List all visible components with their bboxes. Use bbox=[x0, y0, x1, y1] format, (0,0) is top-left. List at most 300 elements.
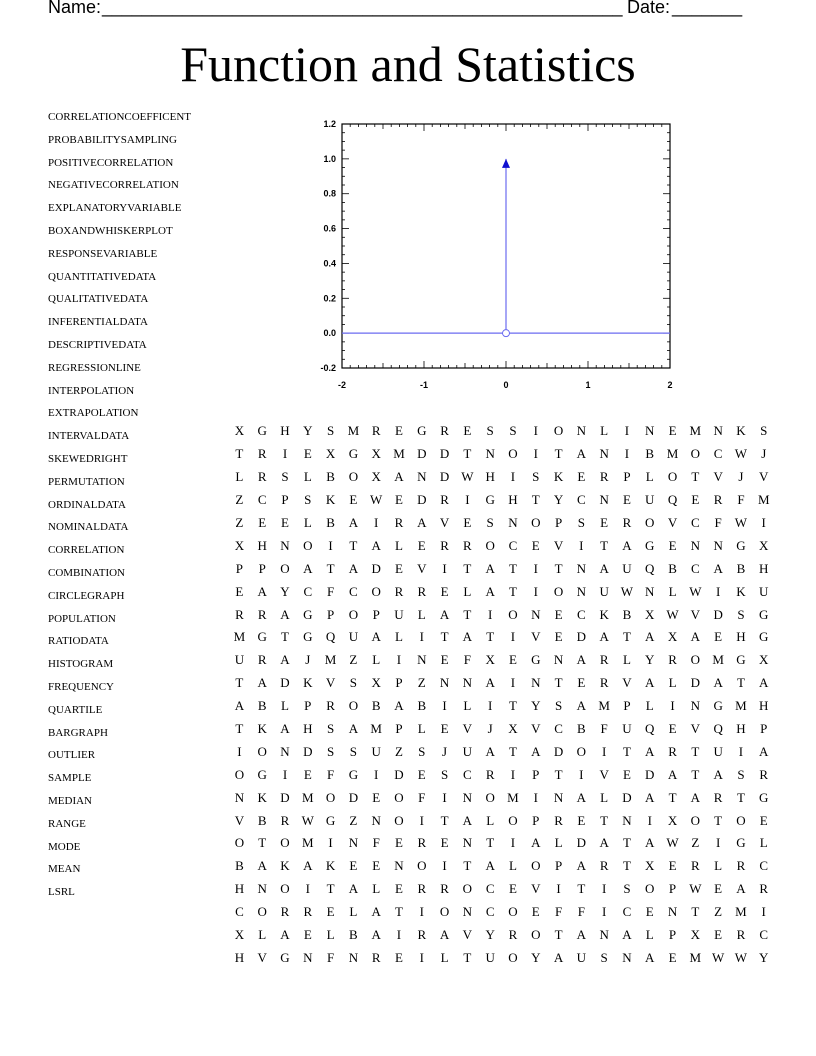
word-list-item: INTERVALDATA bbox=[48, 430, 130, 443]
grid-letter: H bbox=[508, 492, 518, 508]
grid-letter: V bbox=[553, 537, 564, 553]
grid-letter: N bbox=[576, 423, 587, 439]
grid-letter: O bbox=[485, 789, 495, 805]
grid-letter: Y bbox=[531, 698, 541, 714]
grid-letter: O bbox=[394, 789, 404, 805]
word-list bbox=[48, 109, 228, 907]
grid-letter: Z bbox=[417, 675, 426, 691]
grid-letter: N bbox=[234, 789, 245, 805]
grid-letter: I bbox=[601, 904, 607, 920]
grid-letter: G bbox=[713, 698, 723, 714]
grid-letter: C bbox=[508, 537, 518, 553]
grid-row bbox=[228, 695, 776, 718]
grid-letter: G bbox=[485, 492, 495, 508]
grid-letter: E bbox=[395, 423, 403, 439]
grid-letter: D bbox=[394, 766, 404, 782]
grid-letter: X bbox=[234, 423, 245, 439]
grid-letter: D bbox=[303, 743, 313, 759]
word-list-item: QUARTILE bbox=[48, 703, 103, 716]
grid-letter: P bbox=[668, 927, 677, 943]
grid-row bbox=[228, 420, 776, 443]
grid-letter: L bbox=[645, 469, 654, 485]
grid-letter: C bbox=[691, 515, 700, 530]
grid-letter: U bbox=[622, 721, 632, 737]
word-search-grid bbox=[228, 420, 776, 969]
grid-letter: N bbox=[394, 858, 404, 874]
grid-letter: A bbox=[485, 743, 495, 759]
grid-letter: H bbox=[485, 469, 495, 485]
grid-letter: U bbox=[622, 560, 632, 576]
y-tick-label: 1.0 bbox=[323, 153, 336, 164]
grid-letter: G bbox=[736, 537, 746, 553]
word-list-item: CIRCLEGRAPH bbox=[48, 589, 125, 602]
grid-letter: P bbox=[395, 721, 403, 737]
grid-letter: A bbox=[531, 835, 541, 851]
grid-letter: R bbox=[440, 423, 449, 439]
grid-letter: S bbox=[600, 949, 608, 965]
grid-letter: Z bbox=[714, 904, 723, 920]
grid-letter: A bbox=[439, 927, 450, 943]
grid-letter: B bbox=[622, 606, 632, 622]
grid-letter: N bbox=[531, 675, 541, 691]
grid-letter: E bbox=[645, 904, 654, 920]
grid-row bbox=[228, 603, 776, 626]
grid-letter: E bbox=[395, 560, 403, 576]
grid-letter: D bbox=[280, 675, 290, 691]
grid-letter: V bbox=[234, 812, 245, 828]
grid-letter: O bbox=[234, 835, 245, 851]
grid-letter: A bbox=[736, 881, 746, 897]
grid-letter: N bbox=[531, 606, 541, 622]
word-list-item: LSRL bbox=[48, 886, 75, 899]
grid-letter: V bbox=[439, 515, 450, 530]
grid-letter: T bbox=[508, 743, 517, 759]
grid-letter: D bbox=[553, 743, 564, 759]
grid-letter: I bbox=[556, 881, 561, 897]
grid-letter: X bbox=[234, 537, 245, 553]
worksheet-header bbox=[48, 0, 768, 21]
grid-letter: T bbox=[554, 927, 563, 943]
grid-letter: L bbox=[281, 698, 289, 714]
grid-letter: I bbox=[328, 835, 333, 851]
grid-letter: L bbox=[508, 858, 517, 874]
grid-letter: I bbox=[442, 858, 447, 874]
grid-letter: R bbox=[736, 927, 746, 943]
grid-letter: N bbox=[576, 583, 587, 599]
grid-letter: E bbox=[440, 583, 449, 599]
grid-letter: D bbox=[280, 789, 290, 805]
grid-letter: I bbox=[305, 881, 310, 897]
y-tick-label: 1.2 bbox=[323, 119, 336, 129]
grid-letter: T bbox=[691, 469, 700, 485]
grid-letter: O bbox=[508, 949, 518, 965]
grid-letter: L bbox=[440, 949, 449, 965]
grid-letter: O bbox=[280, 560, 290, 576]
grid-letter: T bbox=[554, 675, 563, 691]
grid-letter: D bbox=[576, 629, 587, 645]
grid-letter: O bbox=[417, 858, 427, 874]
grid-letter: C bbox=[463, 766, 472, 782]
grid-letter: U bbox=[394, 606, 404, 622]
grid-letter: T bbox=[508, 583, 517, 599]
grid-letter: G bbox=[417, 423, 427, 439]
grid-letter: D bbox=[417, 446, 427, 462]
grid-letter: N bbox=[348, 835, 359, 851]
grid-letter: H bbox=[759, 698, 769, 714]
grid-letter: E bbox=[691, 492, 700, 508]
grid-letter: G bbox=[303, 606, 313, 622]
grid-letter: X bbox=[508, 721, 518, 737]
grid-letter: N bbox=[462, 675, 473, 691]
grid-letter: T bbox=[736, 789, 745, 805]
grid-letter: I bbox=[761, 515, 766, 530]
grid-row bbox=[228, 443, 776, 466]
date-blank-line: _______ bbox=[672, 0, 743, 17]
grid-letter: S bbox=[577, 515, 585, 530]
grid-letter: N bbox=[303, 949, 313, 965]
grid-letter: T bbox=[531, 492, 540, 508]
grid-letter: A bbox=[439, 606, 450, 622]
grid-letter: A bbox=[234, 698, 245, 714]
grid-letter: A bbox=[576, 858, 587, 874]
grid-letter: T bbox=[577, 881, 586, 897]
grid-letter: A bbox=[462, 812, 473, 828]
grid-letter: L bbox=[622, 652, 631, 668]
grid-letter: X bbox=[667, 812, 678, 828]
grid-letter: E bbox=[303, 446, 312, 462]
grid-letter: P bbox=[235, 560, 244, 576]
grid-letter: Y bbox=[303, 423, 313, 439]
grid-letter: L bbox=[714, 858, 723, 874]
y-tick-label: -0.2 bbox=[320, 363, 336, 373]
grid-letter: O bbox=[531, 515, 541, 530]
word-list-item: HISTOGRAM bbox=[48, 658, 114, 671]
word-list-item: INTERPOLATION bbox=[48, 384, 135, 397]
grid-letter: T bbox=[326, 881, 335, 897]
grid-letter: L bbox=[668, 583, 677, 599]
grid-letter: L bbox=[600, 789, 609, 805]
grid-letter: L bbox=[258, 927, 267, 943]
grid-letter: T bbox=[691, 766, 700, 782]
grid-letter: A bbox=[257, 858, 267, 874]
grid-letter: L bbox=[395, 537, 403, 553]
y-tick-label: 0.4 bbox=[323, 258, 336, 269]
grid-letter: R bbox=[599, 652, 609, 668]
grid-letter: O bbox=[531, 927, 541, 943]
grid-letter: T bbox=[691, 743, 700, 759]
grid-letter: A bbox=[303, 560, 313, 576]
word-list-item: QUANTITATIVEDATA bbox=[48, 270, 157, 283]
grid-letter: O bbox=[576, 743, 587, 759]
grid-letter: W bbox=[301, 812, 314, 828]
grid-letter: G bbox=[759, 629, 769, 645]
grid-letter: L bbox=[645, 927, 654, 943]
grid-letter: E bbox=[531, 904, 540, 920]
grid-letter: E bbox=[508, 652, 517, 668]
grid-letter: E bbox=[577, 469, 586, 485]
x-tick-label: -1 bbox=[419, 380, 429, 390]
grid-letter: Z bbox=[349, 812, 358, 828]
grid-letter: O bbox=[439, 904, 450, 920]
word-list-item: SAMPLE bbox=[48, 772, 92, 785]
grid-letter: K bbox=[736, 583, 746, 599]
grid-letter: N bbox=[645, 583, 655, 599]
grid-letter: H bbox=[736, 629, 746, 645]
grid-letter: C bbox=[349, 583, 358, 599]
y-tick-label: 0.6 bbox=[323, 223, 336, 234]
grid-letter: O bbox=[280, 835, 290, 851]
grid-letter: T bbox=[736, 675, 745, 691]
grid-letter: D bbox=[371, 560, 381, 576]
grid-letter: K bbox=[553, 469, 564, 485]
word-list-item: MODE bbox=[48, 840, 81, 853]
grid-row bbox=[228, 466, 776, 489]
grid-letter: T bbox=[326, 560, 335, 576]
grid-letter: G bbox=[531, 652, 541, 668]
grid-letter: C bbox=[303, 583, 313, 599]
grid-letter: E bbox=[577, 675, 586, 691]
grid-letter: E bbox=[395, 949, 403, 965]
grid-letter: A bbox=[280, 606, 290, 622]
grid-letter: Q bbox=[667, 492, 678, 508]
grid-letter: R bbox=[599, 469, 609, 485]
word-list-item: RESPONSEVARIABLE bbox=[48, 247, 158, 260]
grid-letter: L bbox=[554, 835, 563, 851]
grid-letter: C bbox=[759, 927, 769, 943]
grid-letter: I bbox=[237, 743, 242, 759]
grid-letter: S bbox=[532, 469, 540, 485]
grid-letter: R bbox=[417, 927, 427, 943]
grid-letter: I bbox=[670, 698, 675, 714]
grid-letter: T bbox=[691, 904, 700, 920]
grid-letter: P bbox=[668, 881, 677, 897]
grid-letter: U bbox=[234, 652, 245, 668]
grid-letter: F bbox=[326, 766, 335, 782]
grid-letter: K bbox=[257, 721, 267, 737]
grid-letter: S bbox=[326, 721, 335, 737]
grid-letter: O bbox=[690, 446, 701, 462]
grid-letter: R bbox=[394, 515, 404, 530]
grid-letter: H bbox=[257, 537, 267, 553]
grid-letter: I bbox=[487, 606, 493, 622]
grid-letter: B bbox=[257, 812, 267, 828]
grid-letter: I bbox=[282, 446, 288, 462]
grid-letter: X bbox=[759, 537, 769, 553]
grid-letter: U bbox=[576, 949, 587, 965]
grid-letter: T bbox=[440, 812, 449, 828]
grid-letter: N bbox=[371, 812, 381, 828]
grid-letter: F bbox=[577, 904, 585, 920]
grid-letter: R bbox=[417, 583, 427, 599]
grid-letter: N bbox=[622, 949, 632, 965]
grid-letter: F bbox=[714, 515, 722, 530]
grid-letter: E bbox=[668, 537, 677, 553]
grid-letter: L bbox=[417, 721, 426, 737]
word-list-item: MEAN bbox=[48, 863, 81, 876]
grid-letter: S bbox=[326, 423, 335, 439]
grid-row bbox=[228, 878, 776, 901]
grid-letter: A bbox=[599, 629, 609, 645]
grid-letter: N bbox=[417, 652, 427, 668]
grid-letter: S bbox=[440, 766, 449, 782]
grid-letter: N bbox=[690, 537, 701, 553]
word-list-item: CORRELATION bbox=[48, 544, 125, 557]
grid-letter: K bbox=[257, 789, 267, 805]
grid-letter: F bbox=[326, 583, 335, 599]
grid-letter: O bbox=[280, 881, 290, 897]
grid-letter: D bbox=[645, 766, 655, 782]
grid-letter: B bbox=[326, 515, 335, 530]
grid-letter: A bbox=[713, 560, 723, 576]
grid-letter: A bbox=[303, 858, 313, 874]
grid-letter: E bbox=[668, 721, 677, 737]
grid-letter: A bbox=[394, 469, 404, 485]
grid-letter: A bbox=[348, 515, 359, 530]
grid-letter: W bbox=[461, 469, 474, 485]
grid-letter: L bbox=[372, 881, 381, 897]
grid-letter: R bbox=[713, 492, 723, 508]
grid-letter: Q bbox=[645, 560, 655, 576]
grid-letter: A bbox=[280, 721, 290, 737]
grid-letter: A bbox=[667, 766, 678, 782]
grid-letter: I bbox=[510, 675, 516, 691]
grid-letter: U bbox=[645, 492, 655, 508]
grid-letter: E bbox=[440, 835, 449, 851]
grid-letter: B bbox=[417, 698, 427, 714]
grid-row bbox=[228, 809, 776, 832]
grid-letter: O bbox=[325, 789, 336, 805]
grid-letter: E bbox=[714, 927, 723, 943]
grid-letter: E bbox=[440, 721, 449, 737]
grid-letter: I bbox=[624, 446, 630, 462]
grid-letter: R bbox=[280, 812, 290, 828]
grid-letter: V bbox=[462, 927, 473, 943]
grid-letter: P bbox=[372, 606, 380, 622]
grid-letter: R bbox=[759, 766, 769, 782]
grid-letter: E bbox=[440, 652, 449, 668]
grid-letter: P bbox=[395, 675, 403, 691]
grid-letter: M bbox=[393, 446, 405, 462]
grid-letter: V bbox=[599, 766, 609, 782]
grid-letter: N bbox=[576, 560, 587, 576]
grid-letter: E bbox=[668, 858, 677, 874]
grid-letter: X bbox=[234, 927, 245, 943]
grid-letter: L bbox=[326, 927, 335, 943]
grid-letter: H bbox=[280, 423, 290, 439]
grid-letter: O bbox=[508, 904, 518, 920]
word-list-item: QUALITATIVEDATA bbox=[48, 293, 149, 306]
grid-letter: V bbox=[462, 721, 473, 737]
grid-letter: T bbox=[281, 629, 289, 645]
grid-letter: R bbox=[713, 789, 723, 805]
grid-letter: D bbox=[622, 789, 632, 805]
grid-row bbox=[228, 534, 776, 557]
grid-letter: E bbox=[554, 606, 563, 622]
grid-letter: I bbox=[442, 560, 447, 576]
grid-letter: Y bbox=[759, 949, 769, 965]
grid-letter: A bbox=[485, 560, 495, 576]
grid-letter: E bbox=[622, 492, 631, 508]
word-list-item: NEGATIVECORRELATION bbox=[48, 179, 179, 192]
grid-row bbox=[228, 512, 776, 535]
grid-letter: R bbox=[417, 881, 427, 897]
grid-letter: F bbox=[737, 492, 745, 508]
grid-letter: T bbox=[349, 537, 358, 553]
grid-letter: R bbox=[691, 858, 700, 874]
grid-letter: A bbox=[759, 743, 769, 759]
grid-letter: R bbox=[599, 675, 609, 691]
grid-letter: K bbox=[599, 606, 609, 622]
word-list-item: POPULATION bbox=[48, 612, 116, 625]
grid-letter: G bbox=[759, 789, 769, 805]
grid-letter: A bbox=[576, 652, 587, 668]
grid-letter: U bbox=[713, 743, 723, 759]
grid-letter: T bbox=[668, 789, 677, 805]
grid-letter: I bbox=[374, 515, 379, 530]
grid-letter: I bbox=[328, 537, 333, 553]
grid-letter: E bbox=[372, 789, 381, 805]
grid-letter: B bbox=[371, 698, 381, 714]
grid-letter: E bbox=[303, 927, 312, 943]
grid-letter: O bbox=[348, 698, 359, 714]
grid-letter: M bbox=[324, 652, 337, 668]
grid-letter: J bbox=[442, 743, 448, 759]
grid-letter: A bbox=[576, 927, 587, 943]
grid-letter: I bbox=[533, 583, 538, 599]
grid-letter: O bbox=[667, 469, 678, 485]
grid-row bbox=[228, 763, 776, 786]
word-list-item: EXTRAPOLATION bbox=[48, 407, 139, 420]
grid-letter: T bbox=[440, 629, 449, 645]
grid-letter: A bbox=[690, 629, 701, 645]
grid-letter: A bbox=[348, 881, 359, 897]
grid-letter: E bbox=[759, 812, 768, 828]
grid-letter: E bbox=[417, 537, 426, 553]
grid-letter: L bbox=[463, 698, 472, 714]
function-graph bbox=[308, 114, 688, 404]
grid-letter: G bbox=[325, 812, 336, 828]
grid-letter: A bbox=[645, 743, 655, 759]
grid-letter: G bbox=[303, 629, 313, 645]
date-label: Date: bbox=[627, 0, 671, 17]
grid-letter: I bbox=[419, 949, 424, 965]
grid-letter: T bbox=[622, 835, 631, 851]
grid-letter: I bbox=[510, 835, 516, 851]
grid-letter: H bbox=[234, 949, 245, 965]
grid-letter: D bbox=[417, 492, 427, 508]
grid-letter: W bbox=[666, 606, 679, 622]
grid-letter: G bbox=[645, 537, 655, 553]
grid-letter: Y bbox=[485, 927, 495, 943]
grid-letter: M bbox=[666, 446, 679, 462]
grid-letter: Y bbox=[645, 652, 655, 668]
grid-letter: A bbox=[257, 675, 267, 691]
grid-letter: N bbox=[553, 652, 564, 668]
grid-letter: O bbox=[257, 743, 267, 759]
grid-letter: F bbox=[554, 904, 563, 920]
grid-letter: G bbox=[348, 766, 359, 782]
grid-letter: X bbox=[325, 446, 336, 462]
grid-letter: A bbox=[280, 652, 290, 668]
grid-letter: D bbox=[690, 675, 701, 691]
grid-letter: N bbox=[508, 515, 518, 530]
word-list-item: DESCRIPTIVEDATA bbox=[48, 338, 147, 351]
grid-letter: Z bbox=[349, 652, 358, 668]
grid-letter: M bbox=[302, 789, 314, 805]
grid-letter: C bbox=[713, 446, 723, 462]
word-list-item: OUTLIER bbox=[48, 749, 96, 762]
grid-letter: S bbox=[326, 743, 335, 759]
